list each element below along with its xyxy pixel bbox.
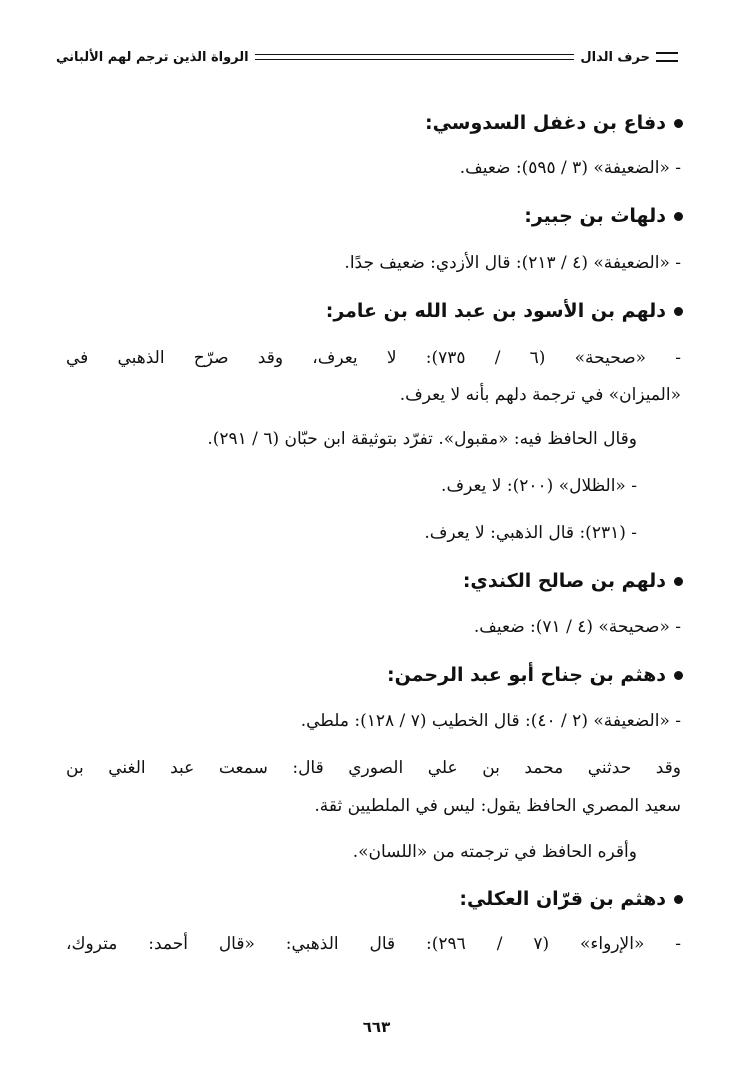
entry-heading [326,296,683,326]
entry-heading [459,884,683,914]
bullet-icon [674,671,683,680]
bullet-icon [674,895,683,904]
reference-line: - «صحيحة» (٤ / ٧١): ضعيف. [473,617,681,637]
entry-heading-text: دهثم بن قرّان العكلي: [459,888,666,910]
reference-line: - «الضعيفة» (٢ / ٤٠): قال الخطيب (٧ / ١٢٨): ملطي. [300,711,681,731]
header-double-rule-mark [656,52,678,62]
entry-heading-text: دلهاث بن جبير: [524,205,666,227]
reference-line: - «صحيحة» (٦ / ٧٣٥): لا يعرف، وقد صرّح الذهبي في [66,348,681,368]
entry-heading-text: دهثم بن جناح أبو عبد الرحمن: [386,664,666,686]
continuation-line: «الميزان» في ترجمة دلهم بأنه لا يعرف. [399,385,681,405]
entry-heading [463,566,683,596]
entry-heading [425,108,683,138]
page-number: ٦٦٣ [362,1018,391,1036]
entry-heading-text: دفاع بن دغفل السدوسي: [424,112,666,134]
bullet-icon [674,119,683,128]
continuation-line: سعيد المصري الحافظ يقول: ليس في الملطيين ثقة. [314,796,681,816]
entry-heading-text: دلهم بن صالح الكندي: [462,570,666,592]
entry-heading [524,201,683,231]
chapter-title: حرف الدال [580,49,650,65]
paragraph-line: وأقره الحافظ في ترجمته من «اللسان». [352,842,637,862]
entry-heading-text: دلهم بن الأسود بن عبد الله بن عامر: [325,300,666,322]
book-title: الرواة الذين ترجم لهم الألباني [56,49,249,65]
bullet-icon [674,577,683,586]
reference-line: - «الضعيفة» (٤ / ٢١٣): قال الأزدي: ضعيف جدًا. [344,253,681,273]
running-header [56,46,678,68]
reference-line: - (٢٣١): قال الذهبي: لا يعرف. [424,523,637,543]
bullet-icon [674,212,683,221]
reference-line: - «الظلال» (٢٠٠): لا يعرف. [441,476,637,496]
paragraph-line: وقال الحافظ فيه: «مقبول». تفرّد بتوثيقة ابن حبّان (٦ / ٢٩١). [207,429,637,449]
reference-line: - «الضعيفة» (٣ / ٥٩٥): ضعيف. [459,158,681,178]
reference-line: - «الإرواء» (٧ / ٢٩٦): قال الذهبي: «قال أحمد: متروك، [66,934,681,954]
paragraph-line: وقد حدثني محمد بن علي الصوري قال: سمعت عبد الغني بن [66,758,681,778]
entry-heading [387,660,683,690]
header-rule [255,54,575,60]
bullet-icon [674,307,683,316]
